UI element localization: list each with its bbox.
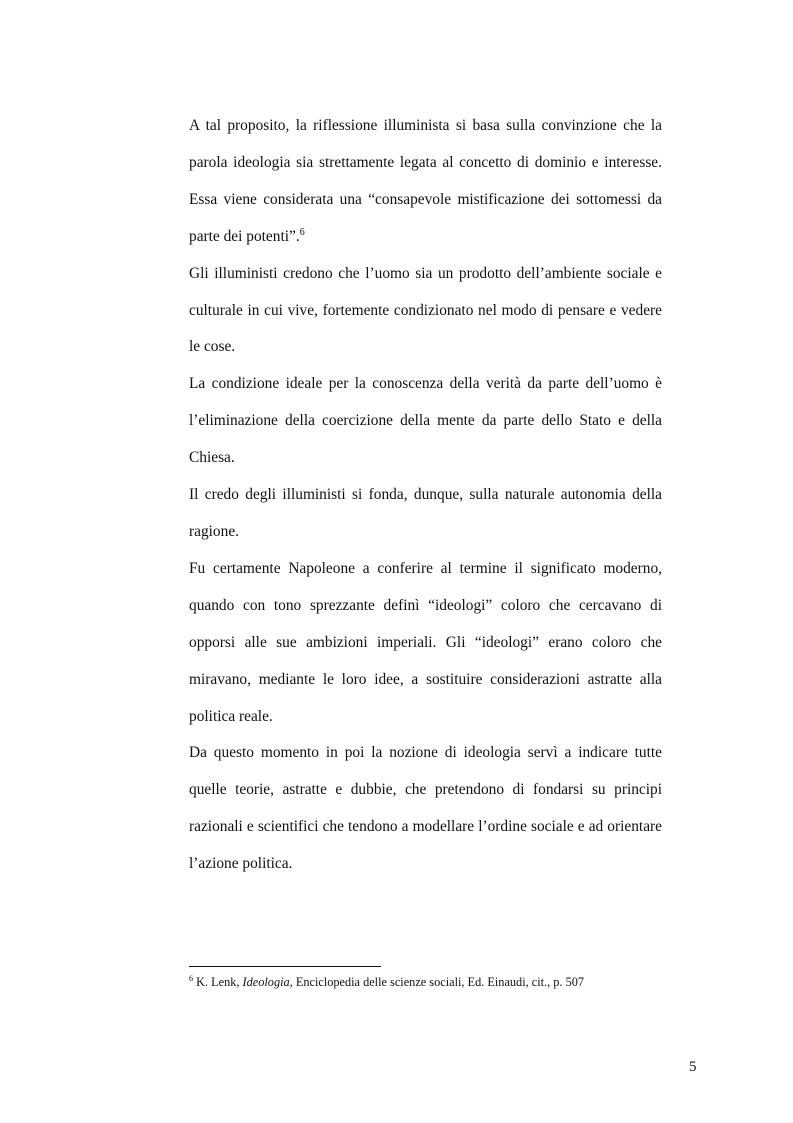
paragraph-5: Fu certamente Napoleone a conferire al termine il significato moderno, quando con tono sprezzante definì “ideologi” coloro che cercavano di opporsi alle sue ambizioni imperiali. Gli “ideologi” erano coloro che miravano, mediante le loro idee, a sostituire considerazioni astratte alla politica reale. xyxy=(189,559,662,725)
paragraph-2: Gli illuministi credono che l’uomo sia un prodotto dell’ambiente sociale e culturale in cui vive, fortemente condizionato nel modo di pensare e vedere le cose. xyxy=(189,264,662,356)
footnote-title: Ideologia xyxy=(242,975,290,989)
body-text xyxy=(189,108,662,883)
paragraph-1 xyxy=(189,108,662,256)
footnote xyxy=(189,975,709,990)
footnote-citation: , Enciclopedia delle scienze sociali, Ed. Einaudi, cit., p. 507 xyxy=(289,975,585,989)
footnote-separator xyxy=(189,966,381,967)
paragraph-6: Da questo momento in poi la nozione di ideologia servì a indicare tutte quelle teorie, astratte e dubbie, che pretendono di fondarsi su principi razionali e scientifici che tendono a modellare l’ordine sociale e ad orientare l’azione politica. xyxy=(189,744,662,873)
page-number: 5 xyxy=(689,1059,697,1075)
paragraph-4: Il credo degli illuministi si fonda, dunque, sulla naturale autonomia della ragione. xyxy=(189,486,662,540)
footnote-author: K. Lenk, xyxy=(193,975,243,989)
paragraph-1-text: A tal proposito, la riflessione illuminista si basa sulla convinzione che la parola ideologia sia strettamente legata al concetto di dominio e interesse. Essa viene considerata una “consapevole mistificazione dei sottomessi da parte dei potenti”. xyxy=(189,117,662,245)
footnote-number: 6 xyxy=(189,973,193,983)
paragraph-3: La condizione ideale per la conoscenza della verità da parte dell’uomo è l’eliminazione della coercizione della mente da parte dello Stato e della Chiesa. xyxy=(189,375,662,467)
footnote-reference: 6 xyxy=(299,226,305,238)
